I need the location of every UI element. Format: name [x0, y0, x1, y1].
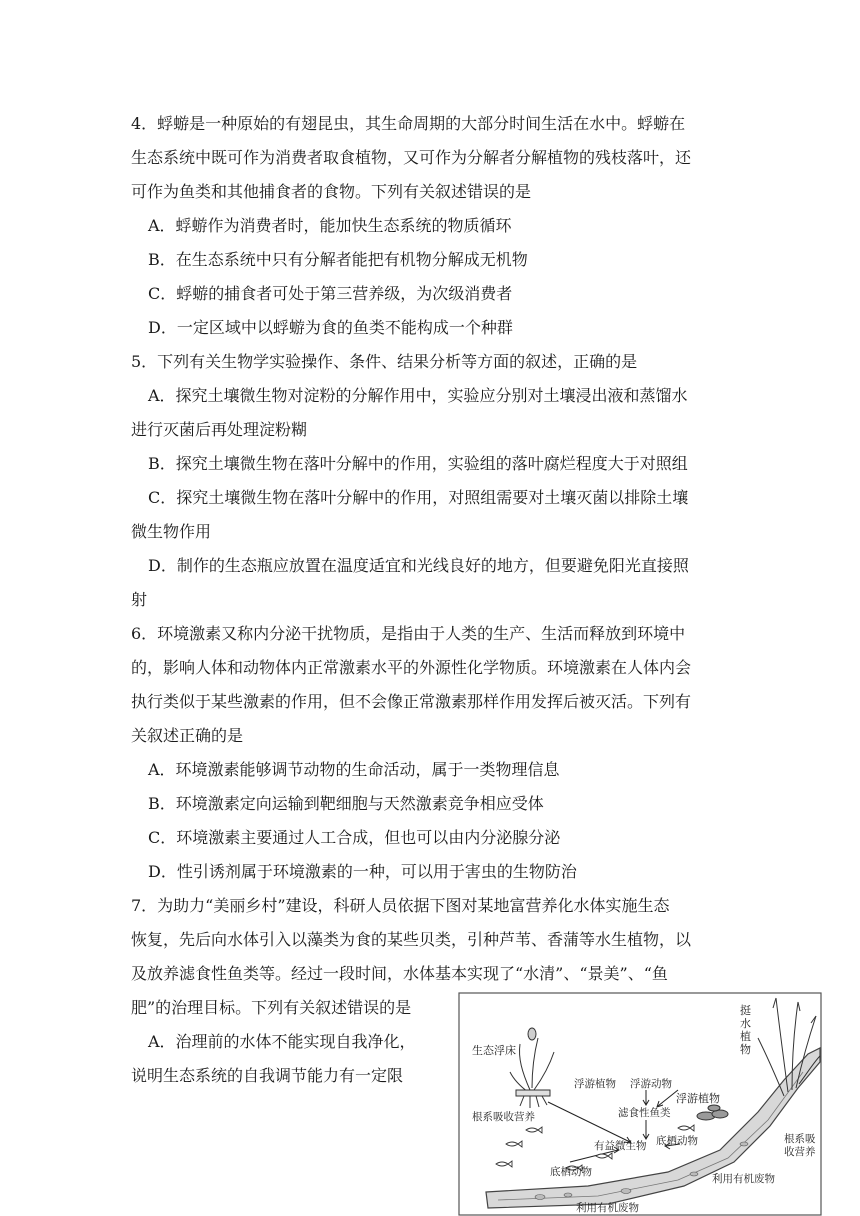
- label-eco-floating-bed: 生态浮床: [472, 1044, 516, 1057]
- label-root-absorb-right: 根系吸收营养: [784, 1133, 816, 1158]
- label-benthic-animals-bottom: 底栖动物: [550, 1166, 592, 1178]
- label-beneficial-microbes: 有益微生物: [594, 1140, 647, 1152]
- label-plankton-animals: 浮游动物: [630, 1078, 672, 1090]
- q7-option-a-line-2: 说明生态系统的自我调节能力有一定限: [131, 1066, 404, 1085]
- q4-option-a: A．蜉蝣作为消费者时，能加快生态系统的物质循环: [148, 216, 512, 235]
- q6-option-d: D．性引诱剂属于环境激素的一种，可以用于害虫的生物防治: [148, 862, 577, 881]
- label-benthic-animals-right: 底栖动物: [656, 1135, 698, 1147]
- label-organic-waste-right: 利用有机废物: [712, 1173, 775, 1185]
- q6-option-b: B．环境激素定向运输到靶细胞与天然激素竞争相应受体: [148, 794, 544, 813]
- q6-stem-line-2: 的，影响人体和动物体内正常激素水平的外源性化学物质。环境激素在人体内会: [131, 658, 692, 677]
- ecosystem-restoration-figure: [458, 992, 822, 1216]
- label-floating-plants: 浮游植物: [676, 1092, 720, 1105]
- q5-option-a-line-2: 进行灭菌后再处理淀粉糊: [131, 420, 308, 439]
- q5-option-c-line-2: 微生物作用: [131, 522, 212, 541]
- q5-option-d-line-1: D．制作的生态瓶应放置在温度适宜和光线良好的地方，但要避免阳光直接照: [148, 556, 689, 575]
- q4-option-d: D．一定区域中以蜉蝣为食的鱼类不能构成一个种群: [148, 318, 513, 337]
- q7-stem-line-2: 恢复，先后向水体引入以藻类为食的某些贝类，引种芦苇、香蒲等水生植物，以: [131, 930, 692, 949]
- q6-stem-line-4: 关叙述正确的是: [131, 726, 244, 745]
- q5-option-b: B．探究土壤微生物在落叶分解中的作用，实验组的落叶腐烂程度大于对照组: [148, 454, 688, 473]
- q6-stem-line-3: 执行类似于某些激素的作用，但不会像正常激素那样作用发挥后被灭活。下列有: [131, 692, 692, 711]
- q7-stem-line-1: 7．为助力“美丽乡村”建设，科研人员依据下图对某地富营养化水体实施生态: [131, 896, 670, 915]
- label-filter-fish: 滤食性鱼类: [618, 1107, 671, 1119]
- q7-stem-line-4: 肥”的治理目标。下列有关叙述错误的是: [131, 998, 412, 1017]
- label-plankton-plants: 浮游植物: [574, 1078, 616, 1090]
- q5-stem: 5．下列有关生物学实验操作、条件、结果分析等方面的叙述，正确的是: [131, 352, 638, 371]
- q5-option-a-line-1: A．探究土壤微生物对淀粉的分解作用中，实验应分别对土壤浸出液和蒸馏水: [148, 386, 688, 405]
- q4-stem-line-2: 生态系统中既可作为消费者取食植物，又可作为分解者分解植物的残枝落叶，还: [131, 148, 692, 167]
- q7-option-a-line-1: A．治理前的水体不能实现自我净化，: [148, 1032, 416, 1051]
- q7-stem-line-3: 及放养滤食性鱼类等。经过一段时间，水体基本实现了“水清”、“景美”、“鱼: [131, 964, 668, 983]
- q4-option-b: B．在生态系统中只有分解者能把有机物分解成无机物: [148, 250, 528, 269]
- label-emergent-plants: 挺水植物: [740, 1004, 751, 1056]
- label-organic-waste-bottom: 利用有机废物: [576, 1202, 639, 1214]
- q4-stem-line-1: 4．蜉蝣是一种原始的有翅昆虫，其生命周期的大部分时间生活在水中。蜉蝣在: [131, 114, 686, 133]
- q4-stem-line-3: 可作为鱼类和其他捕食者的食物。下列有关叙述错误的是: [131, 182, 532, 201]
- q4-option-c: C．蜉蝣的捕食者可处于第三营养级，为次级消费者: [148, 284, 513, 303]
- q6-option-a: A．环境激素能够调节动物的生命活动，属于一类物理信息: [148, 760, 560, 779]
- q5-option-d-line-2: 射: [131, 590, 148, 609]
- q5-option-c-line-1: C．探究土壤微生物在落叶分解中的作用，对照组需要对土壤灭菌以排除土壤: [148, 488, 689, 507]
- q6-stem-line-1: 6．环境激素又称内分泌干扰物质，是指由于人类的生产、生活而释放到环境中: [131, 624, 686, 643]
- q6-option-c: C．环境激素主要通过人工合成，但也可以由内分泌腺分泌: [148, 828, 561, 847]
- label-root-absorb-left: 根系吸收营养: [472, 1111, 535, 1123]
